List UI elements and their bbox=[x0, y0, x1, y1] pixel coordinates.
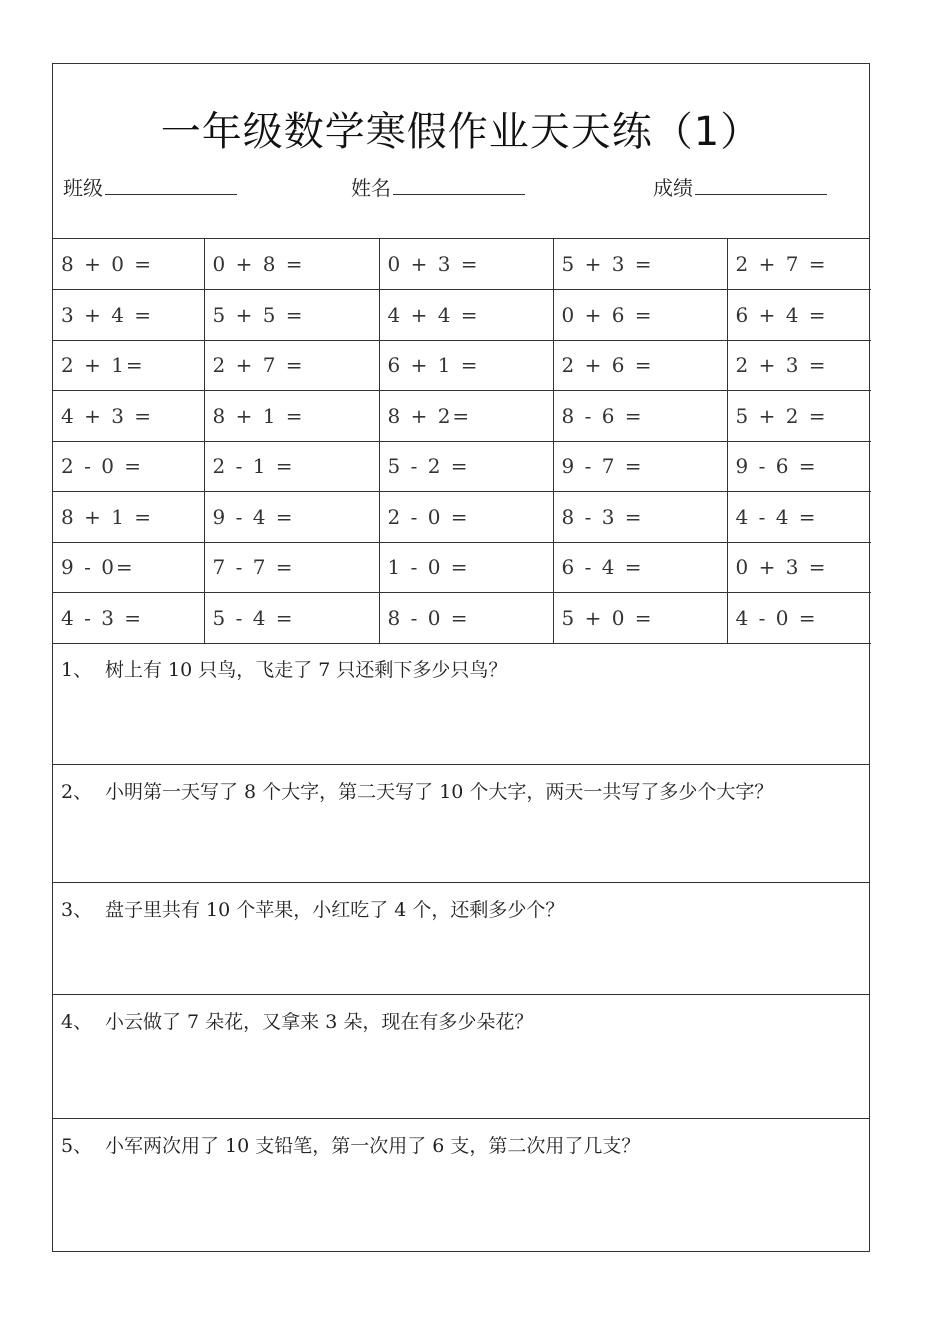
equation-cell: 9 - 7 = bbox=[553, 441, 727, 492]
score-blank[interactable] bbox=[695, 174, 827, 195]
score-field bbox=[653, 172, 827, 201]
equation-cell: 2 + 1= bbox=[53, 340, 204, 391]
grid-row bbox=[53, 542, 871, 593]
problem-text: 树上有 10 只鸟，飞走了 7 只还剩下多少只鸟？ bbox=[105, 659, 508, 681]
worksheet bbox=[52, 63, 870, 1252]
equation-cell: 4 + 4 = bbox=[379, 290, 553, 341]
arithmetic-grid bbox=[53, 239, 871, 644]
class-label: 班级 bbox=[63, 176, 103, 200]
problem-text: 小云做了 7 朵花，又拿来 3 朵，现在有多少朵花？ bbox=[105, 1011, 534, 1033]
name-blank[interactable] bbox=[393, 174, 525, 195]
name-label: 姓名 bbox=[351, 176, 391, 200]
equation-cell: 5 + 0 = bbox=[553, 593, 727, 644]
grid-row bbox=[53, 340, 871, 391]
grid-row bbox=[53, 239, 871, 290]
equation-cell: 9 - 0= bbox=[53, 542, 204, 593]
class-field bbox=[63, 172, 237, 201]
equation-cell: 5 + 2 = bbox=[727, 391, 871, 442]
equation-cell: 0 + 6 = bbox=[553, 290, 727, 341]
equation-cell: 4 - 4 = bbox=[727, 492, 871, 543]
equation-cell: 0 + 3 = bbox=[727, 542, 871, 593]
equation-cell: 9 - 6 = bbox=[727, 441, 871, 492]
grid-row bbox=[53, 290, 871, 341]
equation-cell: 0 + 8 = bbox=[204, 239, 379, 290]
equation-cell: 2 + 7 = bbox=[727, 239, 871, 290]
equation-cell: 8 - 6 = bbox=[553, 391, 727, 442]
equation-cell: 4 - 3 = bbox=[53, 593, 204, 644]
worksheet-header bbox=[53, 64, 869, 239]
equation-cell: 6 + 4 = bbox=[727, 290, 871, 341]
equation-cell: 0 + 3 = bbox=[379, 239, 553, 290]
word-problem-5 bbox=[53, 1118, 869, 1251]
equation-cell: 8 - 0 = bbox=[379, 593, 553, 644]
problem-number: 5、 bbox=[61, 1135, 93, 1157]
score-label: 成绩 bbox=[653, 176, 693, 200]
name-field bbox=[351, 172, 525, 201]
equation-cell: 5 - 4 = bbox=[204, 593, 379, 644]
equation-cell: 8 + 0 = bbox=[53, 239, 204, 290]
equation-cell: 5 + 3 = bbox=[553, 239, 727, 290]
page-title: 一年级数学寒假作业天天练（1） bbox=[160, 109, 762, 155]
word-problems bbox=[53, 643, 869, 1251]
equation-cell: 2 + 7 = bbox=[204, 340, 379, 391]
class-blank[interactable] bbox=[105, 174, 237, 195]
equation-cell: 6 - 4 = bbox=[553, 542, 727, 593]
equation-cell: 6 + 1 = bbox=[379, 340, 553, 391]
equation-cell: 8 + 1 = bbox=[53, 492, 204, 543]
equation-cell: 2 - 0 = bbox=[53, 441, 204, 492]
equation-cell: 2 - 1 = bbox=[204, 441, 379, 492]
equation-cell: 4 - 0 = bbox=[727, 593, 871, 644]
equation-cell: 9 - 4 = bbox=[204, 492, 379, 543]
grid-row bbox=[53, 492, 871, 543]
equation-cell: 3 + 4 = bbox=[53, 290, 204, 341]
grid-row bbox=[53, 441, 871, 492]
problem-number: 3、 bbox=[61, 899, 93, 921]
equation-cell: 7 - 7 = bbox=[204, 542, 379, 593]
equation-cell: 2 - 0 = bbox=[379, 492, 553, 543]
equation-cell: 5 - 2 = bbox=[379, 441, 553, 492]
equation-cell: 1 - 0 = bbox=[379, 542, 553, 593]
equation-cell: 5 + 5 = bbox=[204, 290, 379, 341]
equation-cell: 2 + 6 = bbox=[553, 340, 727, 391]
problem-number: 2、 bbox=[61, 781, 93, 803]
equation-cell: 8 + 1 = bbox=[204, 391, 379, 442]
equation-cell: 8 - 3 = bbox=[553, 492, 727, 543]
problem-text: 小军两次用了 10 支铅笔，第一次用了 6 支，第二次用了几支？ bbox=[105, 1135, 641, 1157]
equation-cell: 8 + 2= bbox=[379, 391, 553, 442]
equation-cell: 2 + 3 = bbox=[727, 340, 871, 391]
problem-text: 盘子里共有 10 个苹果，小红吃了 4 个，还剩多少个？ bbox=[105, 899, 565, 921]
problem-number: 1、 bbox=[61, 659, 93, 681]
word-problem-4 bbox=[53, 994, 869, 1118]
problem-number: 4、 bbox=[61, 1011, 93, 1033]
problem-text: 小明第一天写了 8 个大字，第二天写了 10 个大字，两天一共写了多少个大字？ bbox=[105, 781, 774, 803]
word-problem-1 bbox=[53, 643, 869, 764]
word-problem-2 bbox=[53, 764, 869, 882]
word-problem-3 bbox=[53, 882, 869, 994]
grid-row bbox=[53, 391, 871, 442]
equation-cell: 4 + 3 = bbox=[53, 391, 204, 442]
grid-row bbox=[53, 593, 871, 644]
